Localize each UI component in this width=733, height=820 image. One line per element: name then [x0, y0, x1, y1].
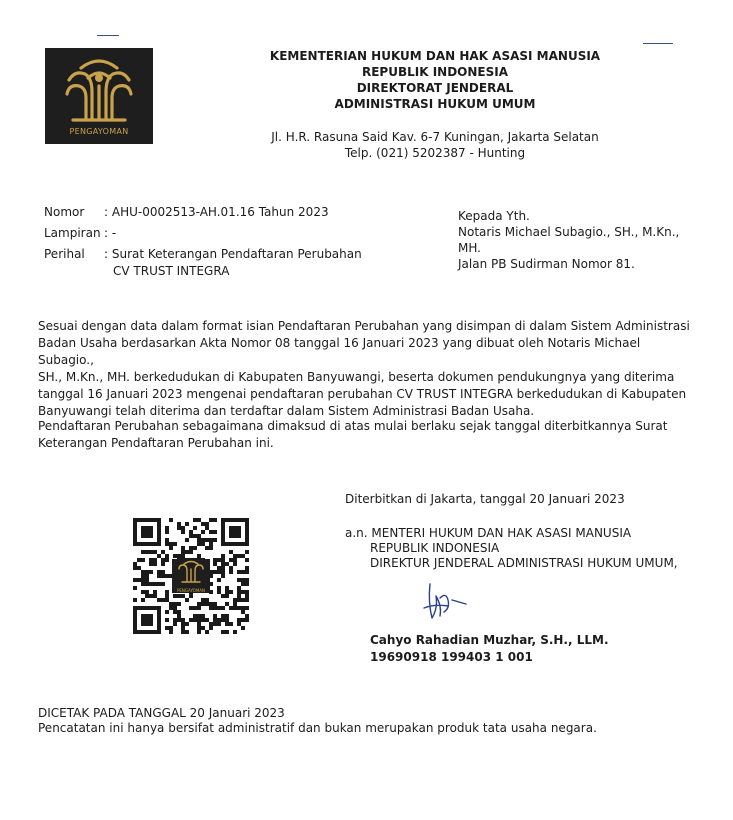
recipient-title: MH.: [458, 241, 481, 255]
ministry-logo: [45, 48, 153, 144]
letterhead-address: [230, 129, 640, 161]
perihal-value-block: [104, 246, 384, 280]
perihal-label: Perihal: [44, 247, 85, 261]
scan-mark: [97, 35, 119, 36]
signer-name: Cahyo Rahadian Muzhar, S.H., LLM.: [370, 633, 609, 647]
nomor-label: Nomor: [44, 205, 85, 219]
meta-row-perihal: [44, 246, 384, 280]
ministry-name: KEMENTERIAN HUKUM DAN HAK ASASI MANUSIA: [269, 49, 601, 63]
signer-nip: 19690918 199403 1 001: [370, 650, 533, 664]
republic-name: REPUBLIK INDONESIA: [361, 65, 508, 79]
lampiran-label: Lampiran: [44, 226, 101, 240]
paragraph-line: Sesuai dengan data dalam format isian Pendaftaran Perubahan yang disimpan di dalam Sistem Administrasi: [38, 319, 690, 333]
recipient-name: Notaris Michael Subagio., SH., M.Kn.,: [458, 225, 680, 239]
director-line: DIREKTUR JENDERAL ADMINISTRASI HUKUM UMUM,: [370, 556, 678, 570]
meta-row-nomor: [44, 204, 384, 221]
scan-mark: [643, 43, 673, 44]
body-paragraph-1: [38, 318, 698, 420]
directorate-name: DIREKTORAT JENDERAL: [356, 81, 514, 95]
signature-image: [418, 578, 478, 630]
qr-logo-text: PENGAYOMAN: [176, 588, 205, 593]
paragraph-line: Banyuwangi telah diterima dan terdaftar dalam Sistem Administrasi Badan Usaha.: [38, 404, 535, 418]
logo-text: PENGAYOMAN: [69, 127, 129, 136]
paragraph-line: Keterangan Pendaftaran Perubahan ini.: [38, 436, 274, 450]
republic-line: REPUBLIK INDONESIA: [370, 541, 500, 555]
meta-row-lampiran: [44, 225, 384, 242]
tree-emblem-icon: [172, 559, 210, 585]
perihal-value: : Surat Keterangan Pendaftaran Perubahan: [104, 247, 362, 261]
on-behalf-line: a.n. MENTERI HUKUM DAN HAK ASASI MANUSIA: [345, 526, 632, 540]
qr-center-logo: [172, 559, 210, 593]
letter-meta: [44, 204, 384, 280]
phone-line: Telp. (021) 5202387 - Hunting: [344, 146, 526, 160]
nomor-value: : AHU-0002513-AH.01.16 Tahun 2023: [104, 205, 329, 219]
directorate-division: ADMINISTRASI HUKUM UMUM: [334, 97, 536, 111]
lampiran-value: : -: [104, 226, 117, 240]
issuance-date: Diterbitkan di Jakarta, tanggal 20 Januari 2023: [345, 492, 625, 506]
signer-block: [370, 632, 609, 666]
paragraph-line: Pendaftaran Perubahan sebagaimana dimaksud di atas mulai berlaku sejak tanggal diterbitkannya Surat: [38, 419, 668, 433]
body-paragraph-2: [38, 418, 698, 452]
paragraph-line: tanggal 16 Januari 2023 mengenai pendaftaran perubahan CV TRUST INTEGRA berkedudukan di Kabupaten: [38, 387, 687, 401]
paragraph-line: Badan Usaha berdasarkan Akta Nomor 08 tanggal 16 Januari 2023 yang dibuat oleh Notaris Michael Subagio.,: [38, 336, 641, 367]
perihal-value-company: CV TRUST INTEGRA: [113, 264, 230, 278]
signatory-block: [345, 526, 678, 571]
footer-block: [38, 706, 597, 736]
paragraph-line: SH., M.Kn., MH. berkedudukan di Kabupaten Banyuwangi, beserta dokumen pendukungnya yang diterima: [38, 370, 675, 384]
recipient-salutation: Kepada Yth.: [458, 209, 530, 223]
qr-code: [132, 516, 250, 636]
letterhead: [230, 48, 640, 112]
recipient-block: [458, 208, 708, 272]
printed-date: DICETAK PADA TANGGAL 20 Januari 2023: [38, 706, 285, 720]
address-line: Jl. H.R. Rasuna Said Kav. 6-7 Kuningan, Jakarta Selatan: [271, 130, 599, 144]
recipient-address: Jalan PB Sudirman Nomor 81.: [458, 257, 635, 271]
disclaimer: Pencatatan ini hanya bersifat administratif dan bukan merupakan produk tata usaha negara.: [38, 721, 597, 735]
